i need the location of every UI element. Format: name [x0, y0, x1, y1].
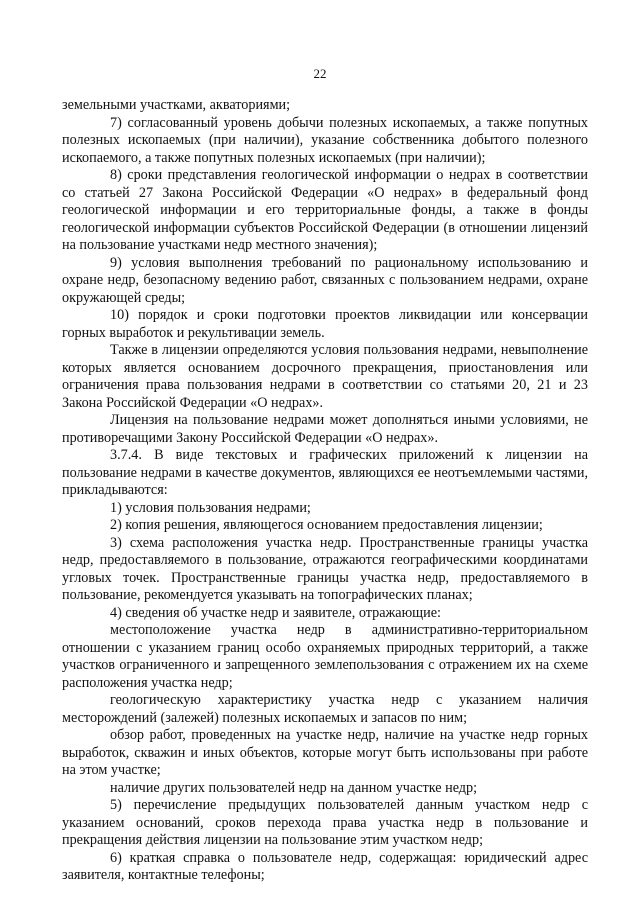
paragraph-location: местоположение участка недр в административно-территориальном отношении с указанием границ особо охраняемых природных территорий, а также участков ограниченного и запрещенного землепользования с отражением их на схеме расположения участка недр;: [62, 622, 588, 691]
document-body: [62, 97, 588, 885]
paragraph-works-review: обзор работ, проведенных на участке недр, наличие на участке недр горных выработок, скважин и иных объектов, которые могут быть использованы при работе на этом участке;: [62, 727, 588, 778]
paragraph-annex-3-site-scheme: 3) схема расположения участка недр. Пространственные границы участка недр, предоставляемого в пользование, отражаются географическими координатами угловых точек. Пространственные границы участка недр, предоставляемого в пользование, рекомендуется указывать на топографических планах;: [62, 534, 588, 603]
paragraph-geological-characteristics: геологическую характеристику участка недр с указанием наличия месторождений (залежей) полезных ископаемых и запасов по ним;: [62, 692, 588, 726]
paragraph-other-users: наличие других пользователей недр на данном участке недр;: [110, 779, 478, 796]
paragraph-item-10-liquidation: 10) порядок и сроки подготовки проектов ликвидации или консервации горных выработок и рекультивации земель.: [62, 307, 588, 341]
paragraph-license-supplement: Лицензия на пользование недрами может дополняться иными условиями, не противоречащими Закону Российской Федерации «О недрах».: [62, 412, 588, 446]
paragraph-annex-6-user-info: 6) краткая справка о пользователе недр, содержащая: юридический адрес заявителя, контактные телефоны;: [62, 849, 588, 883]
paragraph-annex-2-decision-copy: 2) копия решения, являющегося основанием предоставления лицензии;: [110, 517, 543, 533]
paragraph-item-7-production-level: 7) согласованный уровень добычи полезных ископаемых, а также попутных полезных ископаемых (при наличии), указание собственника добытого полезного ископаемого, а также попутных полезных ископаемых (при наличии);: [62, 114, 588, 166]
page-number: 22: [313, 66, 327, 81]
paragraph-item-9-rational-use: 9) условия выполнения требований по рациональному использованию и охране недр, безопасному ведению работ, связанных с пользованием недрами, охране окружающей среды;: [62, 254, 588, 306]
paragraph-annex-1-conditions: 1) условия пользования недрами;: [110, 499, 311, 516]
paragraph-annex-4-site-info: 4) сведения об участке недр и заявителе, отражающие:: [110, 604, 441, 621]
paragraph-annex-5-previous-users: 5) перечисление предыдущих пользователей данным участком недр с указанием оснований, сроков перехода права участка недр в пользование и прекращения действия лицензии на пользование этим участком недр;: [62, 797, 588, 848]
paragraph-license-conditions: Также в лицензии определяются условия пользования недрами, невыполнение которых является основанием досрочного прекращения, приостановления или ограничения права пользования недрами в соответствии со статьями 20, 21 и 23 Закона Российской Федерации «О недрах».: [62, 342, 588, 411]
paragraph-item-8-geological-info: 8) сроки представления геологической информации о недрах в соответствии со статьей 27 Закона Российской Федерации «О недрах» в федеральный фонд геологической информации и его территориальные фонды, а также в фонды геологической информации субъектов Российской Федерации (в отношении лицензий на пользование участками недр местного значения);: [62, 167, 588, 253]
paragraph-section-3-7-4: 3.7.4. В виде текстовых и графических приложений к лицензии на пользование недрами в качестве документов, являющихся ее неотъемлемыми частями, прикладываются:: [62, 447, 588, 498]
paragraph-land-plots: земельными участками, акваториями;: [62, 97, 291, 113]
